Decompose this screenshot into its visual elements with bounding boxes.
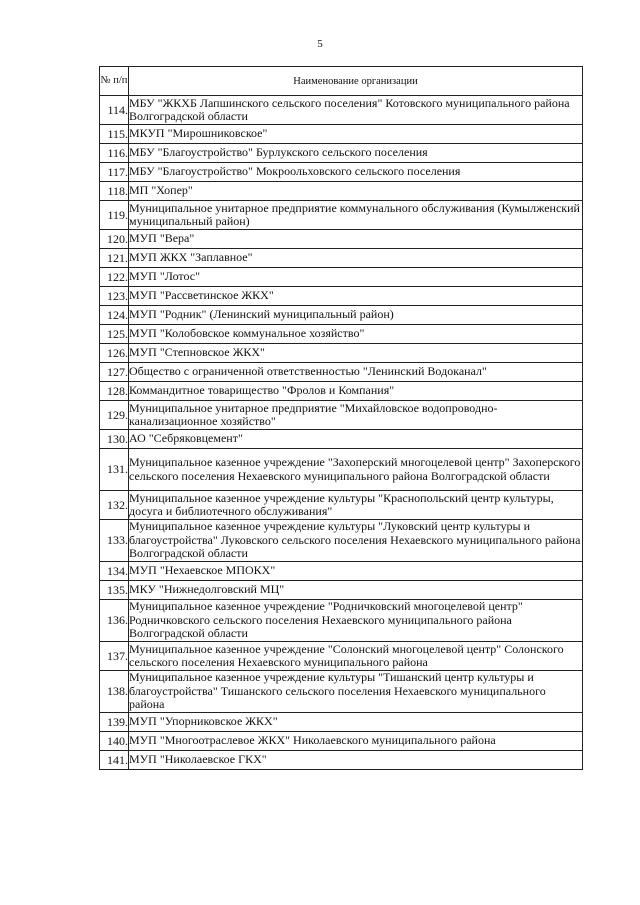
organization-name: МУП "Степновское ЖКХ" [129,344,583,363]
organization-name: МУП "Рассветинское ЖКХ" [129,287,583,306]
row-number: 137. [100,642,129,671]
organization-name: МУП ЖКХ "Заплавное" [129,249,583,268]
row-number: 134. [100,562,129,581]
table-row [100,713,583,732]
organization-name: МКУ "Нижнедолговский МЦ" [129,581,583,600]
organization-name: МБУ "Благоустройство" Бурлукского сельского поселения [129,144,583,163]
organization-name: МУП "Многоотраслевое ЖКХ" Николаевского муниципального района [129,732,583,751]
row-number: 129. [100,401,129,430]
table-row [100,182,583,201]
table-row [100,642,583,671]
organization-name: Муниципальное казенное учреждение культуры "Тишанский центр культуры и благоустройства" Тишанского сельского поселения Нехаевского муниципального района [129,671,583,713]
table-row [100,230,583,249]
table-row [100,671,583,713]
organization-name: Муниципальное казенное учреждение "Солонский многоцелевой центр" Солонского сельского поселения Нехаевского муниципального района [129,642,583,671]
table-row [100,562,583,581]
organization-name: МБУ "ЖКХБ Лапшинского сельского поселения" Котовского муниципального района Волгоградской области [129,96,583,125]
table-row [100,144,583,163]
table-row [100,249,583,268]
table-row [100,732,583,751]
organization-name: Муниципальное унитарное предприятие коммунального обслуживания (Кумылженский муниципальный район) [129,201,583,230]
organization-name: МУП "Колобовское коммунальное хозяйство" [129,325,583,344]
organization-name: МБУ "Благоустройство" Мокроольховского сельского поселения [129,163,583,182]
row-number: 135. [100,581,129,600]
table-row [100,325,583,344]
organization-name: МУП "Родник" (Ленинский муниципальный район) [129,306,583,325]
table-row [100,751,583,770]
row-number: 119. [100,201,129,230]
table-row [100,268,583,287]
table-row [100,600,583,642]
organization-name: МУП "Упорниковское ЖКХ" [129,713,583,732]
row-number: 130. [100,430,129,449]
row-number: 116. [100,144,129,163]
row-number: 141. [100,751,129,770]
organization-name: МКУП "Мирошниковское" [129,125,583,144]
table-row [100,96,583,125]
organization-name: МП "Хопер" [129,182,583,201]
table-row [100,287,583,306]
organization-name: МУП "Вера" [129,230,583,249]
organization-name: Муниципальное казенное учреждение "Захоперский многоцелевой центр" Захоперского сельского поселения Нехаевского муниципального района Волгоградской области [129,449,583,491]
row-number: 118. [100,182,129,201]
table-row [100,491,583,520]
row-number: 136. [100,600,129,642]
row-number: 138. [100,671,129,713]
table-row [100,344,583,363]
organization-name: Муниципальное казенное учреждение "Родничковский многоцелевой центр" Родничковского сельского поселения Нехаевского муниципального района Волгоградской области [129,600,583,642]
row-number: 115. [100,125,129,144]
organization-name: Коммандитное товарищество "Фролов и Компания" [129,382,583,401]
page-number: 5 [317,38,323,50]
row-number: 127. [100,363,129,382]
row-number: 125. [100,325,129,344]
organization-name: Общество с ограниченной ответственностью "Ленинский Водоканал" [129,363,583,382]
row-number: 126. [100,344,129,363]
organization-name: АО "Себряковцемент" [129,430,583,449]
row-number: 124. [100,306,129,325]
organization-name: Муниципальное казенное учреждение культуры "Краснопольский центр культуры, досуга и библиотечного обслуживания" [129,491,583,520]
row-number: 133. [100,520,129,562]
table-row [100,581,583,600]
table-row [100,306,583,325]
row-number: 120. [100,230,129,249]
organization-name: Муниципальное унитарное предприятие "Михайловское водопроводно-канализационное хозяйство" [129,401,583,430]
table-row [100,520,583,562]
table-row [100,401,583,430]
organization-name: МУП "Лотос" [129,268,583,287]
row-number: 128. [100,382,129,401]
organizations-table [99,66,583,770]
table-row [100,430,583,449]
table-row [100,449,583,491]
row-number: 139. [100,713,129,732]
table-row [100,363,583,382]
organization-name: Муниципальное казенное учреждение культуры "Луковский центр культуры и благоустройства" Луковского сельского поселения Нехаевского муниципального района Волгоградской области [129,520,583,562]
row-number: 131. [100,449,129,491]
column-header-number: № п/п [100,67,129,96]
row-number: 114. [100,96,129,125]
table-row [100,201,583,230]
table-row [100,163,583,182]
table-header-row [100,67,583,96]
row-number: 117. [100,163,129,182]
row-number: 121. [100,249,129,268]
row-number: 122. [100,268,129,287]
table-row [100,125,583,144]
row-number: 123. [100,287,129,306]
organization-name: МУП "Николаевское ГКХ" [129,751,583,770]
row-number: 132. [100,491,129,520]
column-header-name: Наименование организации [129,67,583,96]
organization-name: МУП "Нехаевское МПОКХ" [129,562,583,581]
row-number: 140. [100,732,129,751]
table-row [100,382,583,401]
